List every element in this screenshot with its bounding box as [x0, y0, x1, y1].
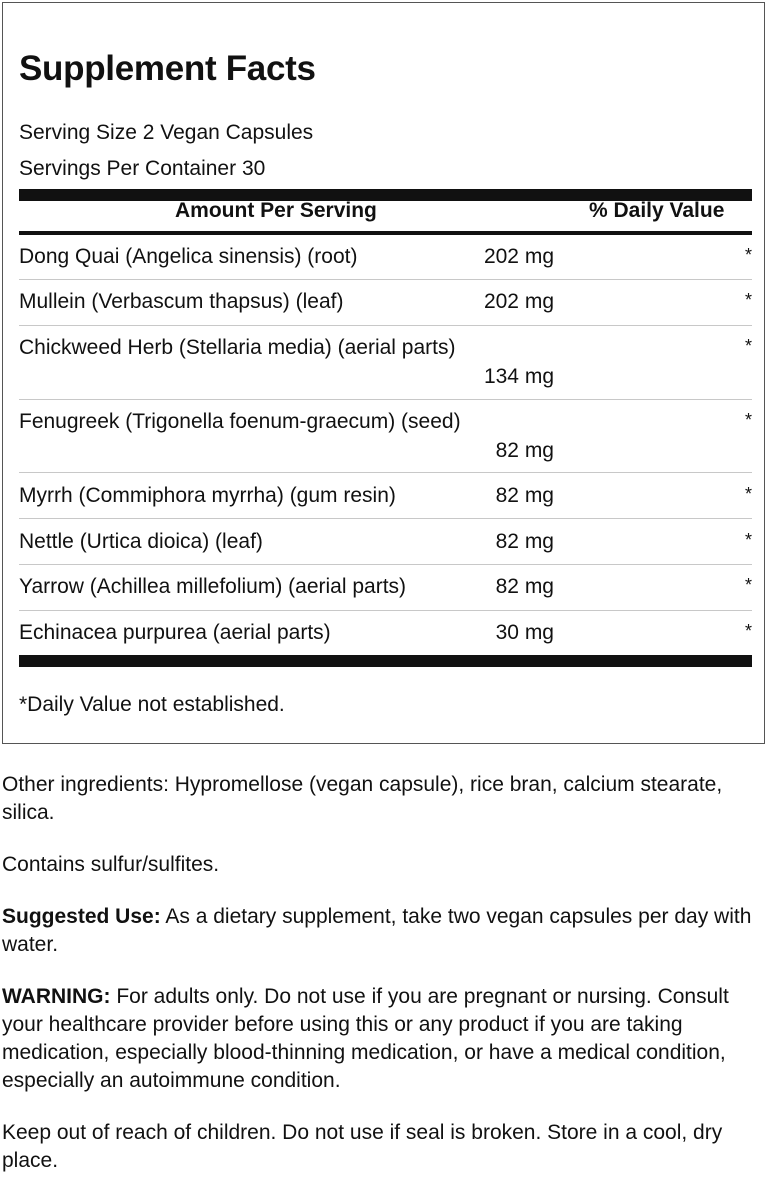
daily-value-header: % Daily Value	[589, 199, 725, 222]
ingredient-name: Echinacea purpurea (aerial parts)	[19, 621, 331, 644]
daily-value: *	[744, 484, 752, 504]
contains-note: Contains sulfur/sulfites.	[2, 853, 220, 876]
row-divider	[19, 472, 752, 473]
supplement-facts-panel	[2, 2, 765, 744]
ingredient-name: Myrrh (Commiphora myrrha) (gum resin)	[19, 484, 396, 507]
suggested-use-label: Suggested Use:	[2, 905, 161, 928]
row-divider	[19, 399, 752, 400]
row-divider	[19, 610, 752, 611]
daily-value: *	[744, 290, 752, 310]
daily-value: *	[744, 575, 752, 595]
ingredient-name: Chickweed Herb (Stellaria media) (aerial parts)	[19, 336, 456, 359]
warning-label: WARNING:	[2, 985, 111, 1008]
ingredient-amount: 202 mg	[483, 245, 554, 268]
row-divider	[19, 518, 752, 519]
row-divider	[19, 325, 752, 326]
amount-per-serving-header: Amount Per Serving	[175, 199, 377, 222]
ingredient-amount: 82 mg	[495, 575, 554, 598]
warning-text: For adults only. Do not use if you are pregnant or nursing. Consult your healthcare provider before using this or any product if you are taking medication, especially blood-thinning medication, or have a medical condition, especially an autoimmune condition.	[2, 985, 729, 1092]
servings-per-container: Servings Per Container 30	[19, 157, 266, 180]
daily-value: *	[744, 336, 752, 356]
row-divider	[19, 279, 752, 280]
other-ingredients: Other ingredients: Hypromellose (vegan capsule), rice bran, calcium stearate, silica.	[2, 773, 723, 824]
warning	[2, 983, 764, 1095]
daily-value: *	[744, 410, 752, 430]
ingredient-name: Dong Quai (Angelica sinensis) (root)	[19, 245, 358, 268]
row-divider	[19, 564, 752, 565]
ingredient-amount: 82 mg	[495, 530, 554, 553]
daily-value: *	[744, 530, 752, 550]
ingredient-amount: 202 mg	[483, 290, 554, 313]
bottom-divider	[19, 655, 752, 667]
daily-value: *	[744, 621, 752, 641]
header-divider	[19, 231, 752, 235]
ingredient-name: Mullein (Verbascum thapsus) (leaf)	[19, 290, 344, 313]
ingredient-amount: 82 mg	[495, 484, 554, 507]
panel-title: Supplement Facts	[19, 49, 316, 88]
storage-note: Keep out of reach of children. Do not use if seal is broken. Store in a cool, dry place.	[2, 1121, 723, 1172]
suggested-use	[2, 903, 764, 959]
ingredient-amount: 30 mg	[495, 621, 554, 644]
daily-value-footnote: *Daily Value not established.	[19, 693, 285, 716]
ingredient-name: Nettle (Urtica dioica) (leaf)	[19, 530, 263, 553]
daily-value: *	[744, 245, 752, 265]
ingredient-amount: 82 mg	[495, 439, 554, 462]
ingredient-row	[19, 410, 752, 470]
suggested-use-text: As a dietary supplement, take two vegan capsules per day with water.	[2, 905, 752, 956]
ingredient-name: Fenugreek (Trigonella foenum-graecum) (seed)	[19, 410, 461, 433]
serving-size: Serving Size 2 Vegan Capsules	[19, 121, 314, 144]
ingredient-name: Yarrow (Achillea millefolium) (aerial parts)	[19, 575, 407, 598]
ingredient-amount: 134 mg	[483, 365, 554, 388]
ingredient-row	[19, 336, 752, 396]
